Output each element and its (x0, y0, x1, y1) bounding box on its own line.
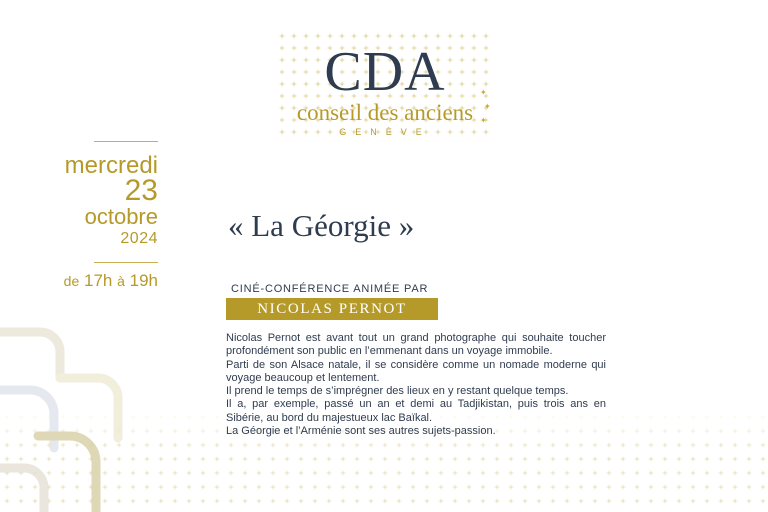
time-from-word: de (63, 273, 80, 289)
description (226, 332, 606, 438)
date-top-divider (94, 141, 158, 142)
description-paragraph: La Géorgie et l’Arménie sont ses autres sujets-passion. (226, 425, 496, 438)
decorative-cross-shapes (0, 318, 150, 512)
time-separator: à (117, 273, 125, 289)
logo-name: conseil des anciens (296, 100, 474, 125)
event-time (64, 271, 158, 291)
description-paragraph: Il prend le temps de s’imprégner des lieux en y restant quelque temps. (226, 385, 569, 398)
event-title: « La Géorgie » (228, 208, 415, 243)
sparkle-icon: ✦ (484, 102, 491, 111)
time-end: 19h (129, 271, 158, 290)
description-paragraph: Nicolas Pernot est avant tout un grand photographe qui souhaite toucher profondément son public en l’emmenant dans un voyage immobile. (226, 332, 606, 358)
time-start: 17h (83, 271, 113, 290)
description-paragraph: Parti de son Alsace natale, il se considère comme un nomade moderne qui voyage beaucoup et lentement. (226, 358, 606, 384)
sparkle-icon: ✦ (480, 88, 487, 97)
event-month: octobre (84, 204, 158, 229)
description-paragraph: Il a, par exemple, passé un an et demi au Tadjikistan, puis trois ans en Sibérie, au bord du majestueux lac Baïkal. (226, 398, 606, 424)
date-bottom-divider (94, 262, 158, 263)
event-subtitle: CINÉ-CONFÉRENCE ANIMÉE PAR (231, 283, 429, 295)
event-day: 23 (124, 174, 158, 207)
sparkle-icon: ✦ (480, 116, 487, 125)
speaker-name: NICOLAS PERNOT (226, 298, 438, 320)
logo-acronym: CDA (324, 41, 446, 103)
event-weekday: mercredi (64, 152, 158, 179)
logo-city: GENÈVE (339, 127, 431, 137)
event-year: 2024 (120, 230, 158, 247)
